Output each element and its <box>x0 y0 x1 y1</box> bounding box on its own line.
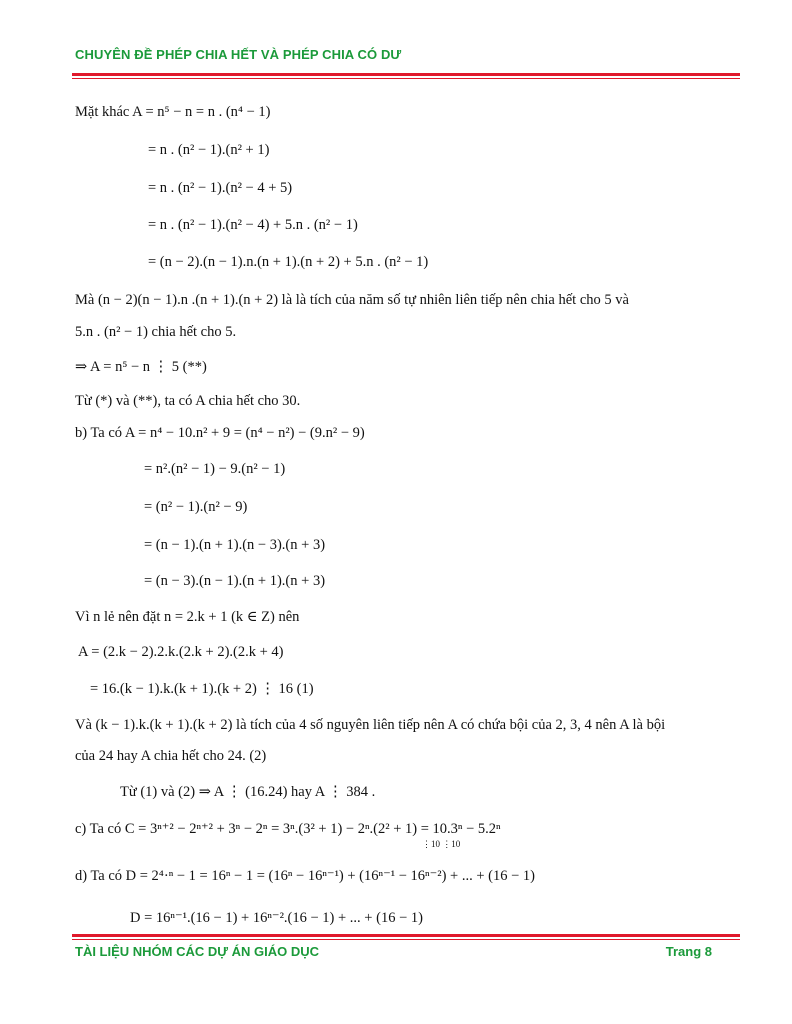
text-line: Từ (*) và (**), ta có A chia hết cho 30. <box>75 393 301 409</box>
footer-rule-thin <box>72 939 740 940</box>
page-number: Trang 8 <box>665 944 712 959</box>
underbrace-note: ⋮10 ⋮10 <box>422 839 461 849</box>
text-line: Vì n lẻ nên đặt n = 2.k + 1 (k ∈ Z) nên <box>75 609 300 625</box>
text-line: = n . (n² − 1).(n² + 1) <box>148 142 270 158</box>
text-line: = (n² − 1).(n² − 9) <box>144 499 248 515</box>
text-line: = (n − 3).(n − 1).(n + 1).(n + 3) <box>144 573 326 589</box>
text-line: của 24 hay A chia hết cho 24. (2) <box>75 748 267 764</box>
text-line: d) Ta có D = 2⁴·ⁿ − 1 = 16ⁿ − 1 = (16ⁿ − 16ⁿ⁻¹) + (16ⁿ⁻¹ − 16ⁿ⁻²) + ... + (16 − 1) <box>75 868 535 884</box>
text-line: b) Ta có A = n⁴ − 10.n² + 9 = (n⁴ − n²) − (9.n² − 9) <box>75 425 365 441</box>
text-line: ⇒ A = n⁵ − n ⋮ 5 (**) <box>75 359 207 375</box>
text-line: = 16.(k − 1).k.(k + 1).(k + 2) ⋮ 16 (1) <box>90 681 314 697</box>
text-line: Mặt khác A = n⁵ − n = n . (n⁴ − 1) <box>75 104 271 120</box>
text-line: Mà (n − 2)(n − 1).n .(n + 1).(n + 2) là là tích của năm số tự nhiên liên tiếp nên chia hết cho 5 và <box>75 292 629 308</box>
text-line: c) Ta có C = 3ⁿ⁺² − 2ⁿ⁺² + 3ⁿ − 2ⁿ = 3ⁿ.(3² + 1) − 2ⁿ.(2² + 1) = 10.3ⁿ − 5.2ⁿ <box>75 821 501 837</box>
footer-left: TÀI LIỆU NHÓM CÁC DỰ ÁN GIÁO DỤC <box>75 944 320 959</box>
text-line: D = 16ⁿ⁻¹.(16 − 1) + 16ⁿ⁻².(16 − 1) + ... + (16 − 1) <box>130 910 423 926</box>
text-line: 5.n . (n² − 1) chia hết cho 5. <box>75 324 237 340</box>
footer-rule-thick <box>72 934 740 937</box>
text-line: = (n − 1).(n + 1).(n − 3).(n + 3) <box>144 537 326 553</box>
text-line: A = (2.k − 2).2.k.(2.k + 2).(2.k + 4) <box>78 644 284 660</box>
header-title: CHUYÊN ĐỀ PHÉP CHIA HẾT VÀ PHÉP CHIA CÓ DƯ <box>75 47 402 62</box>
text-line: = n . (n² − 1).(n² − 4 + 5) <box>148 180 293 196</box>
header-rule-thick <box>72 73 740 76</box>
text-line: Và (k − 1).k.(k + 1).(k + 2) là tích của 4 số nguyên liên tiếp nên A có chứa bội của 2, 3, 4 nên A là bội <box>75 717 666 733</box>
text-line: = n . (n² − 1).(n² − 4) + 5.n . (n² − 1) <box>148 217 358 233</box>
text-line: Từ (1) và (2) ⇒ A ⋮ (16.24) hay A ⋮ 384 . <box>120 784 376 800</box>
text-line: = n².(n² − 1) − 9.(n² − 1) <box>144 461 286 477</box>
header-rule-thin <box>72 78 740 79</box>
text-line: = (n − 2).(n − 1).n.(n + 1).(n + 2) + 5.n . (n² − 1) <box>148 254 429 270</box>
